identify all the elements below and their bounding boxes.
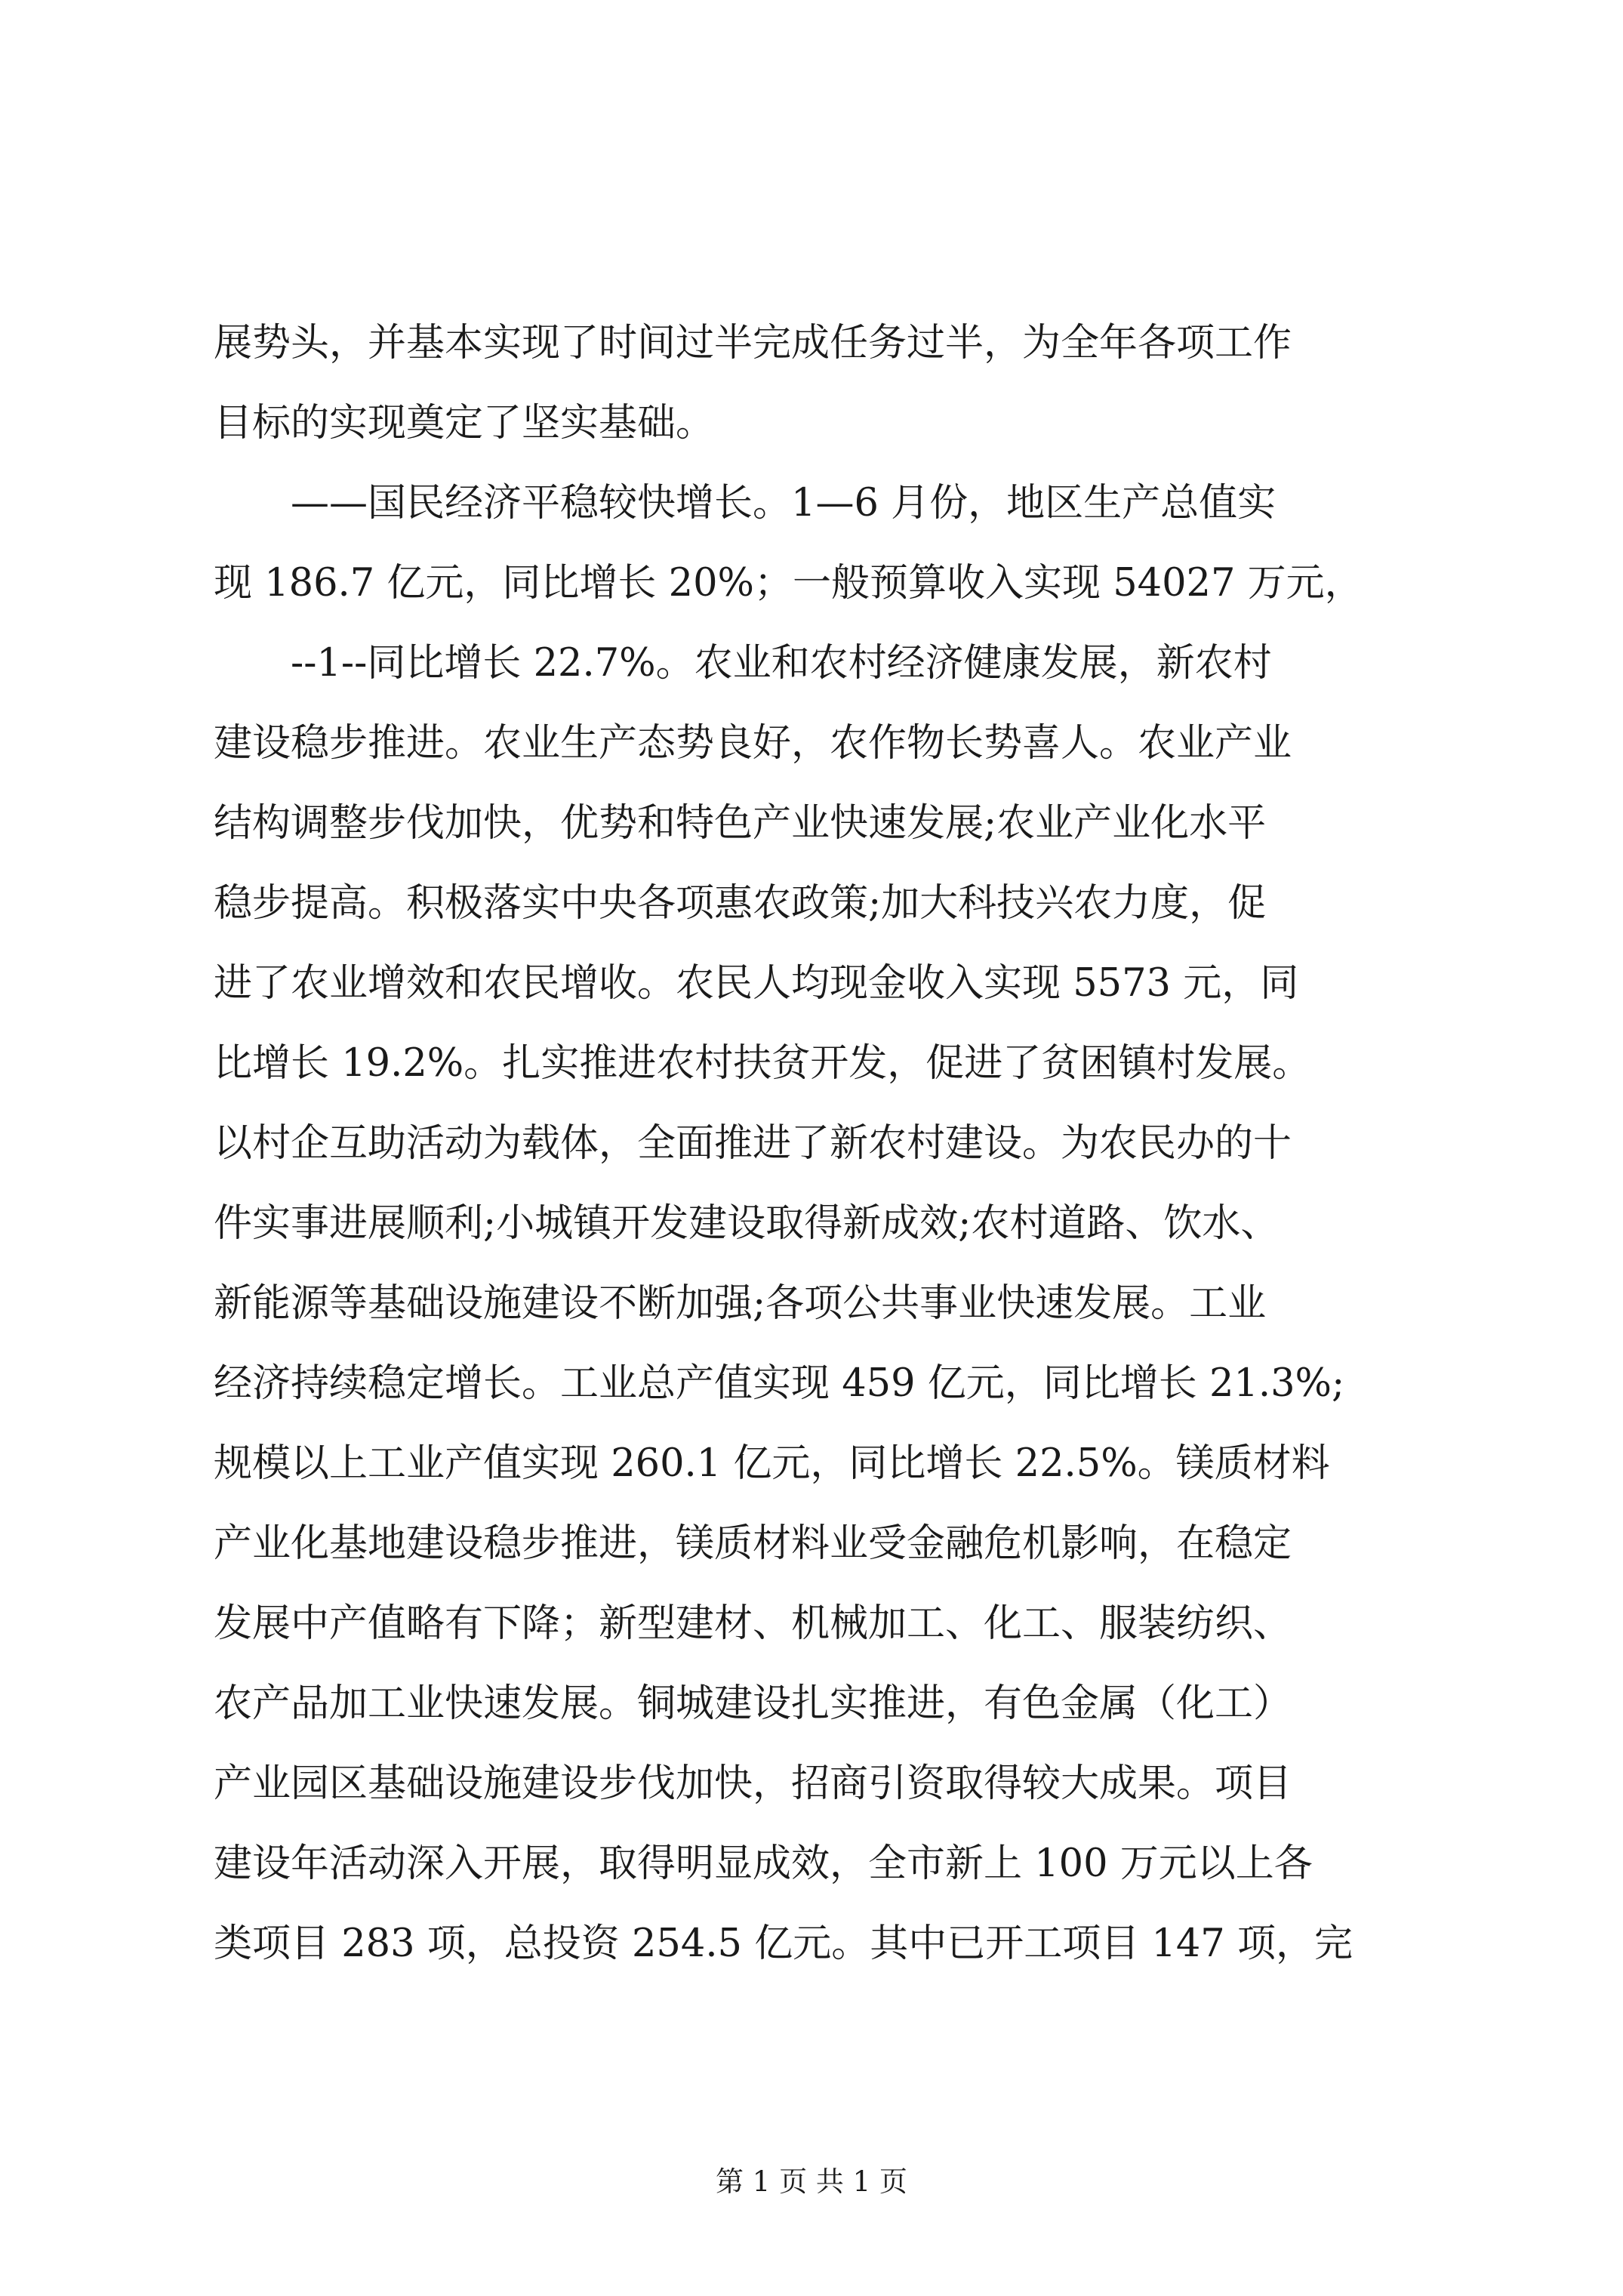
text-line: 稳步提高。积极落实中央各项惠农政策;加大科技兴农力度，促	[214, 881, 1267, 926]
text-line: 结构调整步伐加快，优势和特色产业快速发展;农业产业化水平	[214, 801, 1267, 846]
text-line: 建设稳步推进。农业生产态势良好，农作物长势喜人。农业产业	[214, 721, 1292, 766]
text-line: 经济持续稳定增长。工业总产值实现 459 亿元，同比增长 21.3%;	[214, 1361, 1345, 1406]
text-line: 现 186.7 亿元，同比增长 20%；一般预算收入实现 54027 万元，	[214, 561, 1363, 606]
text-line: 新能源等基础设施建设不断加强;各项公共事业快速发展。工业	[214, 1281, 1267, 1326]
text-line: 发展中产值略有下降；新型建材、机械加工、化工、服装纺织、	[214, 1601, 1292, 1646]
text-line: 产业化基地建设稳步推进，镁质材料业受金融危机影响，在稳定	[214, 1521, 1292, 1566]
text-line: ——国民经济平稳较快增长。1—6 月份，地区生产总值实	[291, 481, 1277, 525]
page-footer	[0, 2163, 1623, 2201]
text-line: 进了农业增效和农民增收。农民人均现金收入实现 5573 元，同	[214, 961, 1299, 1006]
text-line: 规模以上工业产值实现 260.1 亿元，同比增长 22.5%。镁质材料	[214, 1441, 1330, 1486]
document-body	[214, 304, 1421, 1984]
page-number-label: 第 1 页 共 1 页	[716, 2165, 907, 2198]
text-line: --1--同比增长 22.7%。农业和农村经济健康发展，新农村	[291, 641, 1272, 686]
text-line: 比增长 19.2%。扎实推进农村扶贫开发，促进了贫困镇村发展。	[214, 1041, 1311, 1086]
text-line: 产业园区基础设施建设步伐加快，招商引资取得较大成果。项目	[214, 1761, 1292, 1806]
text-line: 目标的实现奠定了坚实基础。	[214, 401, 715, 445]
text-line: 农产品加工业快速发展。铜城建设扎实推进，有色金属（化工）	[214, 1681, 1292, 1726]
text-line: 建设年活动深入开展，取得明显成效，全市新上 100 万元以上各	[214, 1841, 1313, 1886]
text-line: 以村企互助活动为载体，全面推进了新农村建设。为农民办的十	[214, 1121, 1292, 1166]
text-line: 展势头，并基本实现了时间过半完成任务过半，为全年各项工作	[214, 321, 1292, 365]
text-line: 类项目 283 项，总投资 254.5 亿元。其中已开工项目 147 项，完	[214, 1922, 1353, 1966]
text-line: 件实事进展顺利;小城镇开发建设取得新成效;农村道路、饮水、	[214, 1201, 1280, 1246]
